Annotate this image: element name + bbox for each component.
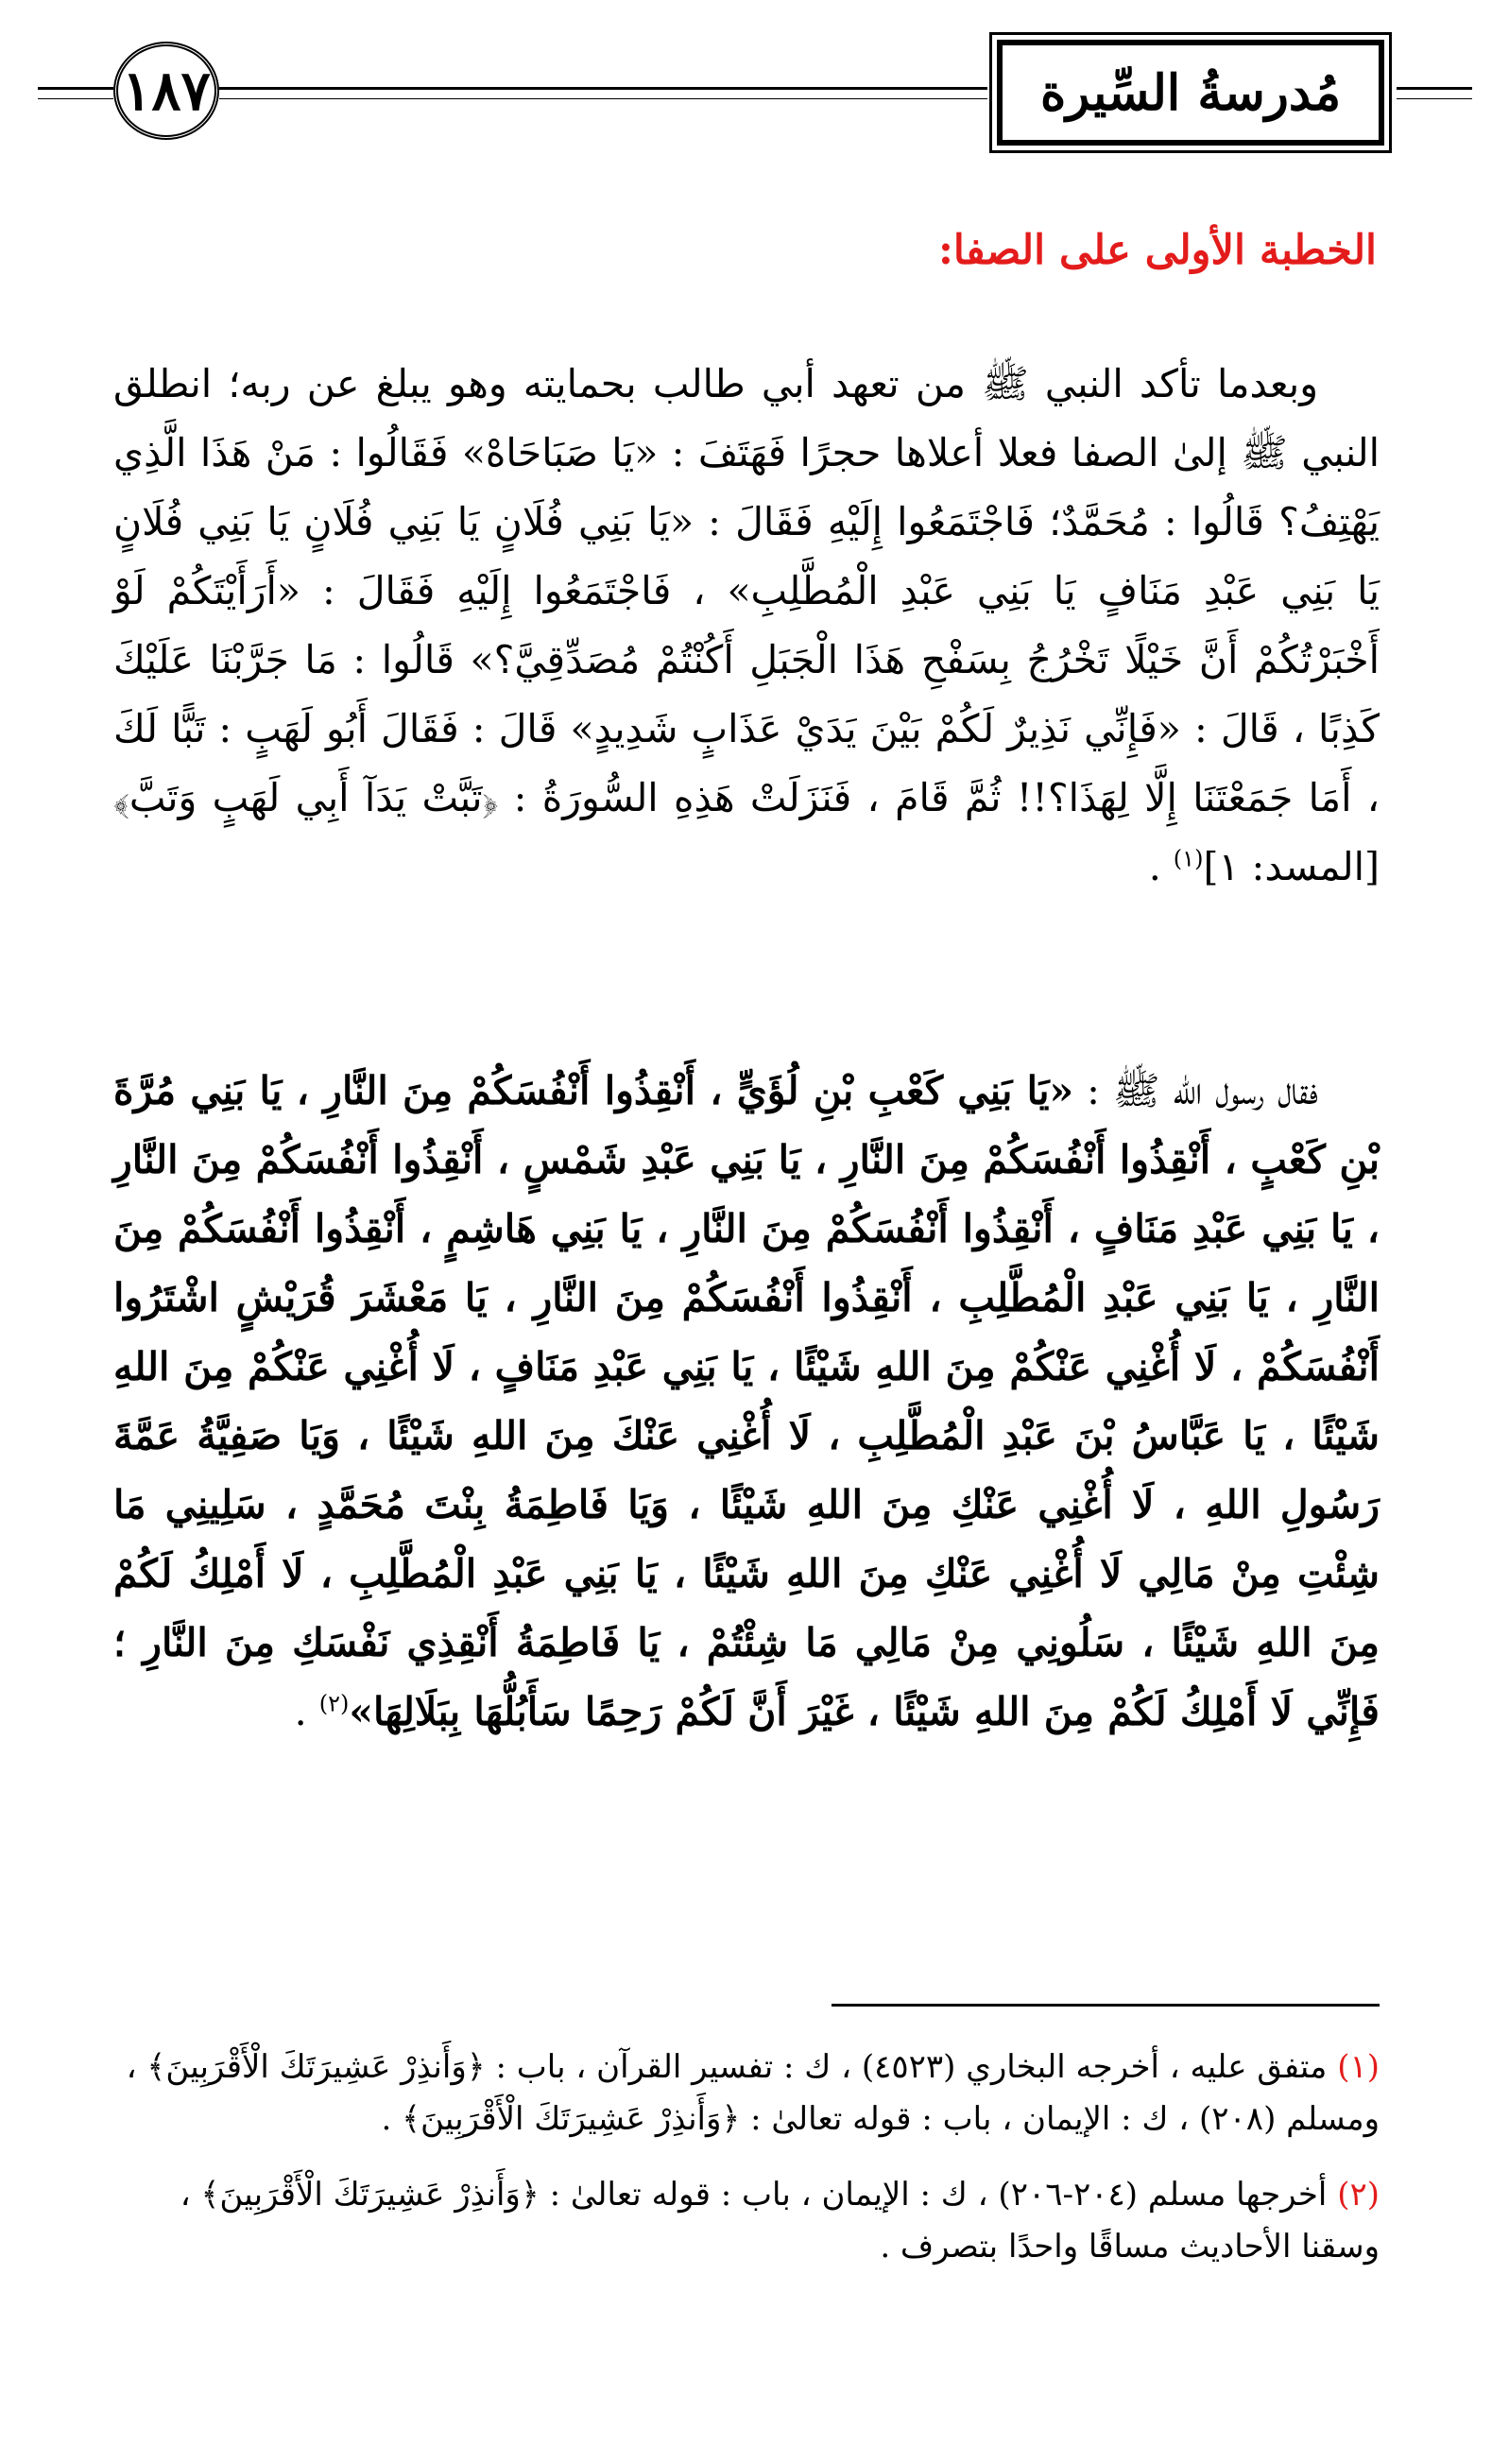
header-rule-left bbox=[38, 87, 113, 90]
header-rule-middle-thin bbox=[219, 98, 987, 99]
paragraph-2-intro: فقال رسول الله ﷺ : bbox=[1073, 1068, 1318, 1113]
header-rule-right bbox=[1397, 87, 1472, 90]
footnote-ref-2: (٢) bbox=[318, 1690, 350, 1717]
header-rule-middle bbox=[219, 87, 987, 90]
header-rule-left-thin bbox=[38, 98, 113, 99]
page-number: ١٨٧ bbox=[113, 42, 219, 140]
section-title: الخطبة الأولى على الصفا: bbox=[938, 227, 1377, 274]
book-title: مُدرسةُ السِّيرة bbox=[1039, 63, 1342, 122]
header-rule-right-thin bbox=[1397, 98, 1472, 99]
footnote-2-number: (٢) bbox=[1337, 2176, 1380, 2214]
footnote-1 bbox=[113, 2042, 1380, 2145]
book-title-banner bbox=[997, 40, 1384, 146]
paragraph-1: وبعدما تأكد النبي ﷺ من تعهد أبي طالب بحمايته وهو يبلغ عن ربه؛ انطلق النبي ﷺ إلىٰ الصفا فعلا أعلاها حجرًا فَهَتَفَ : «يَا صَبَاحَاهْ» فَقَالُوا : مَنْ هَذَا الَّذِي يَهْتِفُ؟ قَالُوا : مُحَمَّدٌ؛ فَاجْتَمَعُوا إِلَيْهِ فَقَالَ : «يَا بَنِي فُلَانٍ يَا بَنِي فُلَانٍ يَا بَنِي فُلَانٍ يَا بَنِي عَبْدِ مَنَافٍ يَا بَنِي عَبْدِ الْمُطَّلِبِ» ، فَاجْتَمَعُوا إِلَيْهِ فَقَالَ : «أَرَأَيْتَكُمْ لَوْ أَخْبَرْتُكُمْ أَنَّ خَيْلًا تَخْرُجُ بِسَفْحِ هَذَا الْجَبَلِ أَكُنْتُمْ مُصَدِّقِيَّ؟» قَالُوا : مَا جَرَّبْنَا عَلَيْكَ كَذِبًا ، قَالَ : «فَإِنِّي نَذِيرٌ لَكُمْ بَيْنَ يَدَيْ عَذَابٍ شَدِيدٍ» قَالَ : فَقَالَ أَبُو لَهَبٍ : تَبًّا لَكَ ، أَمَا جَمَعْتَنَا إِلَّا لِهَذَا؟!! ثُمَّ قَامَ ، فَنَزَلَتْ هَذِهِ السُّورَةُ : ﴿تَبَّتْ يَدَآ أَبِي لَهَبٍ وَتَبَّ﴾ [المسد: ١]$^{(١)}$ . bbox=[113, 361, 1380, 889]
footnote-ref-1: (١) bbox=[1173, 845, 1204, 872]
footnote-1-text: متفق عليه ، أخرجه البخاري (٤٥٢٣) ، ك : تفسير القرآن ، باب : ﴿وَأَنذِرْ عَشِيرَتَكَ الْأَقْرَبِينَ﴾ ، ومسلم (٢٠٨) ، ك : الإيمان ، باب : قوله تعالىٰ : ﴿وَأَنذِرْ عَشِيرَتَكَ الْأَقْرَبِينَ﴾ . bbox=[126, 2048, 1380, 2138]
paragraph-2-hadith: «يَا بَنِي كَعْبِ بْنِ لُؤَيٍّ ، أَنْقِذُوا أَنْفُسَكُمْ مِنَ النَّارِ ، يَا بَنِي مُرَّةَ بْنِ كَعْبٍ ، أَنْقِذُوا أَنْفُسَكُمْ مِنَ النَّارِ ، يَا بَنِي عَبْدِ شَمْسٍ ، أَنْقِذُوا أَنْفُسَكُمْ مِنَ النَّارِ ، يَا بَنِي عَبْدِ مَنَافٍ ، أَنْقِذُوا أَنْفُسَكُمْ مِنَ النَّارِ ، يَا بَنِي هَاشِمٍ ، أَنْقِذُوا أَنْفُسَكُمْ مِنَ النَّارِ ، يَا بَنِي عَبْدِ الْمُطَّلِبِ ، أَنْقِذُوا أَنْفُسَكُمْ مِنَ النَّارِ ، يَا مَعْشَرَ قُرَيْشٍ اشْتَرُوا أَنْفُسَكُمْ ، لَا أُغْنِي عَنْكُمْ مِنَ اللهِ شَيْئًا ، يَا بَنِي عَبْدِ مَنَافٍ ، لَا أُغْنِي عَنْكُمْ مِنَ اللهِ شَيْئًا ، يَا عَبَّاسُ بْنَ عَبْدِ الْمُطَّلِبِ ، لَا أُغْنِي عَنْكَ مِنَ اللهِ شَيْئًا ، وَيَا صَفِيَّةُ عَمَّةَ رَسُولِ اللهِ ، لَا أُغْنِي عَنْكِ مِنَ اللهِ شَيْئًا ، وَيَا فَاطِمَةُ بِنْتَ مُحَمَّدٍ ، سَلِينِي مَا شِئْتِ مِنْ مَالِي لَا أُغْنِي عَنْكِ مِنَ اللهِ شَيْئًا ، يَا بَنِي عَبْدِ الْمُطَّلِبِ ، لَا أَمْلِكُ لَكُمْ مِنَ اللهِ شَيْئًا ، سَلُونِي مِنْ مَالِي مَا شِئْتُمْ ، يَا فَاطِمَةُ أَنْقِذِي نَفْسَكِ مِنَ النَّارِ ؛ فَإِنِّي لَا أَمْلِكُ لَكُمْ مِنَ اللهِ شَيْئًا ، غَيْرَ أَنَّ لَكُمْ رَحِمًا سَأَبُلُّهَا بِبَلَالِهَا» bbox=[113, 1068, 1380, 1734]
footnote-separator bbox=[832, 2004, 1380, 2007]
footnote-2-text: أخرجها مسلم (٢٠٤-٢٠٦) ، ك : الإيمان ، باب : قوله تعالىٰ : ﴿وَأَنذِرْ عَشِيرَتَكَ الْأَقْرَبِينَ﴾ ، وسقنا الأحاديث مساقًا واحدًا بتصرف . bbox=[180, 2176, 1380, 2266]
footnote-1-number: (١) bbox=[1337, 2048, 1380, 2086]
paragraph-2: فقال رسول الله ﷺ : «يَا بَنِي كَعْبِ بْنِ لُؤَيٍّ ، أَنْقِذُوا أَنْفُسَكُمْ مِنَ النَّارِ ، يَا بَنِي مُرَّةَ بْنِ كَعْبٍ ، أَنْقِذُوا أَنْفُسَكُمْ مِنَ النَّارِ ، يَا بَنِي عَبْدِ شَمْسٍ ، أَنْقِذُوا أَنْفُسَكُمْ مِنَ النَّارِ ، يَا بَنِي عَبْدِ مَنَافٍ ، أَنْقِذُوا أَنْفُسَكُمْ مِنَ النَّارِ ، يَا بَنِي هَاشِمٍ ، أَنْقِذُوا أَنْفُسَكُمْ مِنَ النَّارِ ، يَا بَنِي عَبْدِ الْمُطَّلِبِ ، أَنْقِذُوا أَنْفُسَكُمْ مِنَ النَّارِ ، يَا مَعْشَرَ قُرَيْشٍ اشْتَرُوا أَنْفُسَكُمْ ، لَا أُغْنِي عَنْكُمْ مِنَ اللهِ شَيْئًا ، يَا بَنِي عَبْدِ مَنَافٍ ، لَا أُغْنِي عَنْكُمْ مِنَ اللهِ شَيْئًا ، يَا عَبَّاسُ بْنَ عَبْدِ الْمُطَّلِبِ ، لَا أُغْنِي عَنْكَ مِنَ اللهِ شَيْئًا ، وَيَا صَفِيَّةُ عَمَّةَ رَسُولِ اللهِ ، لَا أُغْنِي عَنْكِ مِنَ اللهِ شَيْئًا ، وَيَا فَاطِمَةُ بِنْتَ مُحَمَّدٍ ، سَلِينِي مَا شِئْتِ مِنْ مَالِي لَا أُغْنِي عَنْكِ مِنَ اللهِ شَيْئًا ، يَا بَنِي عَبْدِ الْمُطَّلِبِ ، لَا أَمْلِكُ لَكُمْ مِنَ اللهِ شَيْئًا ، سَلُونِي مِنْ مَالِي مَا شِئْتُمْ ، يَا فَاطِمَةُ أَنْقِذِي نَفْسَكِ مِنَ النَّارِ ؛ فَإِنِّي لَا أَمْلِكُ لَكُمْ مِنَ اللهِ شَيْئًا ، غَيْرَ أَنَّ لَكُمْ رَحِمًا سَأَبُلُّهَا بِبَلَالِهَا»$^{(٢)}$ . bbox=[113, 1068, 1380, 1734]
paragraph-1-text: وبعدما تأكد النبي ﷺ من تعهد أبي طالب بحمايته وهو يبلغ عن ربه؛ انطلق النبي ﷺ إلىٰ الصفا فعلا أعلاها حجرًا فَهَتَفَ : «يَا صَبَاحَاهْ» فَقَالُوا : مَنْ هَذَا الَّذِي يَهْتِفُ؟ قَالُوا : مُحَمَّدٌ؛ فَاجْتَمَعُوا إِلَيْهِ فَقَالَ : «يَا بَنِي فُلَانٍ يَا بَنِي فُلَانٍ يَا بَنِي فُلَانٍ يَا بَنِي عَبْدِ مَنَافٍ يَا بَنِي عَبْدِ الْمُطَّلِبِ» ، فَاجْتَمَعُوا إِلَيْهِ فَقَالَ : «أَرَأَيْتَكُمْ لَوْ أَخْبَرْتُكُمْ أَنَّ خَيْلًا تَخْرُجُ بِسَفْحِ هَذَا الْجَبَلِ أَكُنْتُمْ مُصَدِّقِيَّ؟» قَالُوا : مَا جَرَّبْنَا عَلَيْكَ كَذِبًا ، قَالَ : «فَإِنِّي نَذِيرٌ لَكُمْ بَيْنَ يَدَيْ عَذَابٍ شَدِيدٍ» قَالَ : فَقَالَ أَبُو لَهَبٍ : تَبًّا لَكَ ، أَمَا جَمَعْتَنَا إِلَّا لِهَذَا؟!! ثُمَّ قَامَ ، فَنَزَلَتْ هَذِهِ السُّورَةُ : ﴿تَبَّتْ يَدَآ أَبِي لَهَبٍ وَتَبَّ﴾ [المسد: ١] bbox=[113, 361, 1380, 889]
footnote-2 bbox=[113, 2169, 1380, 2273]
